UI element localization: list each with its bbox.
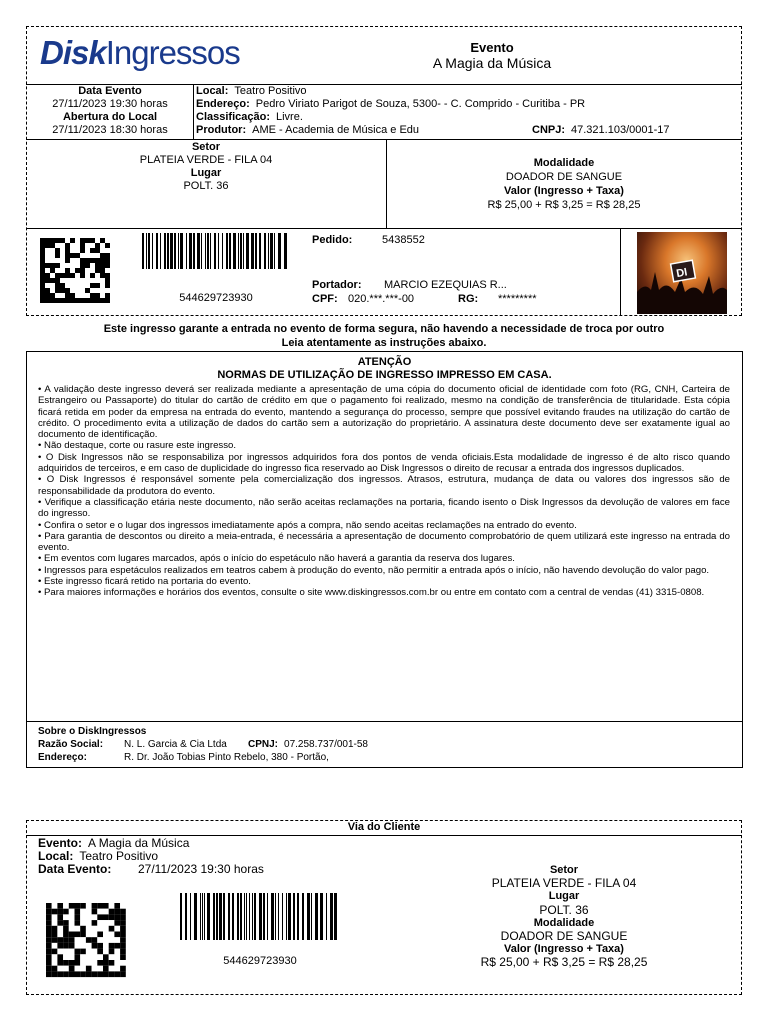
barcode-bar: [202, 893, 203, 940]
norm-item: • Para maiores informações e horários dos eventos, consulte o site www.diskingressos.com.br ou entre em contato com a central de vendas (41) 3315-0808.: [38, 587, 705, 599]
holder-block: [312, 278, 612, 306]
stub-lugar-label: Lugar: [548, 890, 580, 903]
barcode-bar: [259, 893, 262, 940]
barcode-bar: [228, 893, 230, 940]
barcode-bar: [238, 233, 239, 269]
norm-item: • Confira o setor e o lugar dos ingressos imediatamente após a compra, não sendo aceitas reclamações na entrado do evento.: [38, 519, 577, 531]
data-evento-value: 27/11/2023 19:30 horas: [52, 98, 168, 110]
lugar-label: Lugar: [190, 167, 222, 179]
stub-modalidade-value: DOADOR DE SANGUE: [500, 929, 628, 944]
endereco-value: Pedro Viriato Parigot de Souza, 5300- - C. Comprido - Curitiba - PR: [255, 98, 586, 110]
barcode-bar: [271, 893, 274, 940]
barcode-number: 544629723930: [179, 292, 253, 304]
barcode-bar: [201, 233, 202, 269]
stub-setor-value: PLATEIA VERDE - FILA 04: [491, 876, 637, 891]
setor-value: PLATEIA VERDE - FILA 04: [139, 154, 273, 166]
barcode-bar: [156, 233, 158, 269]
portador-value: MARCIO EZEQUIAS R...: [384, 279, 507, 291]
event-label: Evento: [470, 40, 514, 55]
abertura-label: Abertura do Local: [62, 111, 158, 123]
norm-item: • Em eventos com lugares marcados, após o início do espetáculo não haverá a garantia da reserva dos lugares.: [38, 553, 515, 565]
barcode-bar: [207, 233, 209, 269]
endereco-label: Endereço:: [196, 98, 250, 110]
barcode-bar: [302, 893, 304, 940]
classificacao-value: Livre.: [275, 111, 303, 123]
code-module: [105, 298, 110, 303]
stub-datamatrix-code: [46, 903, 126, 977]
divider: [386, 139, 387, 228]
barcode-bar: [170, 233, 173, 269]
norm-item: • Ingressos para espetáculos realizados em teatros cabem à produção do evento, não permitir a entrada após o início, não havendo devolução do valor pago.: [38, 564, 710, 576]
barcode-bar: [218, 233, 219, 269]
razao-label: Razão Social:: [38, 739, 104, 750]
datamatrix-code: [40, 238, 110, 303]
about-title: Sobre o DiskIngressos: [38, 726, 147, 737]
barcode-bar: [164, 233, 166, 269]
barcode-bar: [229, 233, 231, 269]
barcode-bar: [244, 893, 245, 940]
local-value: Teatro Positivo: [234, 85, 307, 97]
barcode-bar: [180, 233, 183, 269]
barcode-bar: [185, 893, 187, 940]
pedido-label: Pedido:: [312, 234, 353, 246]
seat-block: [28, 141, 384, 193]
portador-label: Portador:: [312, 279, 362, 291]
barcode-bar: [186, 233, 187, 269]
norm-item: • Para garantia de descontos ou direito a meia-entrada, é necessária a apresentação de documento comprobatório de quem utilizará este ingresso na entrada do evento.: [38, 530, 730, 554]
barcode-bar: [216, 893, 218, 940]
divider: [26, 139, 742, 140]
local-label: Local:: [196, 85, 229, 97]
classificacao-label: Classificação:: [196, 111, 270, 123]
norm-item: • O Disk Ingressos não se responsabiliza por ingressos adquiridos fora dos pontos de venda oficiais.Esta modalidade de ingresso é de alto risco quando adquiridos de terceiros, e em caso de duplicidade do ingresso fica reservado ao Disk Ingressos o direito de recusar a entrada dos ingressos duplicados.: [38, 451, 730, 475]
event-header: [392, 40, 592, 71]
barcode-bar: [200, 893, 201, 940]
divider: [193, 84, 194, 139]
barcode-bar: [213, 893, 215, 940]
code-module: [120, 971, 126, 977]
norm-item: • A validação deste ingresso deverá ser realizada mediante a apresentação de uma cópia do documento oficial de identidade com foto (RG, CNH, Carteira de Estrangeiro ou Passaporte) do titular do cartão de crédito em que o pagamento foi realizado, mesmo na condição de transferência de titularidade. Esta cópia ficará retida em poder da empresa na entrada do evento, mantendo a segurança do processo, sempre que possível evitando fraudes na utilização do cartão de crédito. O procedimento evita a utilização de dados do cartão sem a autorização do proprietário. A assinatura deste documento deve ser exatamente igual ao documento de identificação.: [38, 384, 730, 441]
stub-modalidade-label: Modalidade: [533, 916, 595, 929]
barcode-bar: [334, 893, 337, 940]
barcode-bar: [189, 233, 192, 269]
barcode-bar: [167, 233, 169, 269]
rg-value: *********: [498, 293, 537, 305]
guarantee-text: [26, 322, 742, 350]
barcode-bar: [293, 893, 295, 940]
barcode-bar: [246, 893, 247, 940]
cpnj-value: 07.258.737/001-58: [284, 739, 368, 750]
barcode-bar: [320, 893, 323, 940]
barcode-bar: [246, 233, 249, 269]
barcode-bar: [274, 233, 275, 269]
valor-label: Valor (Ingresso + Taxa): [504, 185, 624, 197]
barcode-bar: [311, 893, 312, 940]
barcode-bar: [243, 233, 244, 269]
stub-setor-label: Setor: [549, 864, 579, 876]
stub-barcode-number: 544629723930: [223, 955, 297, 967]
barcode-bar: [275, 893, 276, 940]
barcode-bar: [307, 893, 310, 940]
barcode-bar: [178, 233, 179, 269]
barcode-bar: [148, 233, 150, 269]
barcode-bar: [180, 893, 182, 940]
stub-evento-value: A Magia da Música: [88, 836, 190, 850]
produtor-value: AME - Academia de Música e Edu: [252, 124, 420, 136]
dates-block: [28, 85, 192, 137]
barcode-bar: [278, 893, 279, 940]
barcode-bar: [259, 233, 261, 269]
cpf-value: 020.***.***-00: [348, 293, 415, 305]
cnpj-value: 47.321.103/0001-17: [571, 124, 670, 136]
barcode-bar: [267, 893, 268, 940]
barcode-bar: [252, 893, 253, 940]
barcode-bar: [232, 893, 234, 940]
modalidade-label: Modalidade: [533, 157, 595, 169]
barcode-bar: [146, 233, 147, 269]
cpnj-label: CPNJ:: [248, 739, 279, 750]
produtor-label: Produtor:: [196, 124, 247, 136]
stub-title: Via do Cliente: [347, 821, 421, 833]
guarantee-line-2: Leia atentamente as instruções abaixo.: [281, 337, 487, 349]
diskingressos-logo: DiskIngressos: [40, 34, 240, 71]
norm-item: • O Disk Ingressos é responsável somente pela comercialização dos ingressos. Atrasos, estrutura, mudança de data ou valores dos ingressos são de responsabilidade da produtora do evento.: [38, 474, 730, 497]
crowd-silhouette-icon: [637, 232, 727, 314]
norm-item: • Este ingresso ficará retido na portaria do evento.: [38, 576, 251, 588]
barcode-bar: [315, 893, 318, 940]
svg-text:DI: DI: [675, 266, 689, 281]
barcode-bar: [249, 893, 250, 940]
stub-seat-block: [454, 864, 674, 970]
stub-valor-value: R$ 25,00 + R$ 3,25 = R$ 28,25: [480, 955, 648, 970]
barcode-bar: [223, 893, 225, 940]
divider: [26, 228, 742, 229]
venue-block: [196, 85, 740, 137]
cpf-label: CPF:: [312, 293, 338, 305]
barcode-bar: [197, 233, 200, 269]
order-block: [312, 234, 612, 246]
barcode-bar: [251, 233, 254, 269]
value-block: [388, 156, 740, 212]
barcode-bar: [288, 893, 291, 940]
stub-lugar-value: POLT. 36: [539, 902, 589, 917]
stub-data-label: Data Evento:: [38, 862, 112, 876]
norms-subtitle: NORMAS DE UTILIZAÇÃO DE INGRESSO IMPRESSO EM CASA.: [217, 369, 552, 381]
stub-barcode: [180, 893, 340, 940]
stub-valor-label: Valor (Ingresso + Taxa): [504, 943, 624, 956]
barcode-bar: [297, 893, 299, 940]
barcode-bar: [222, 233, 223, 269]
barcode-bar: [240, 893, 242, 940]
barcode-bar: [264, 233, 266, 269]
event-name: A Magia da Música: [432, 55, 552, 71]
barcode-bar: [194, 893, 197, 940]
stub-local-label: Local:: [38, 849, 74, 863]
barcode-bar: [270, 233, 273, 269]
razao-value: N. L. Garcia & Cia Ltda: [124, 739, 227, 750]
barcode-bar: [219, 893, 222, 940]
barcode-bar: [142, 233, 144, 269]
stub-info: [38, 837, 338, 876]
abertura-value: 27/11/2023 18:30 horas: [52, 124, 168, 136]
barcode-bar: [205, 233, 207, 269]
concert-crowd-image: [637, 232, 727, 314]
valor-value: R$ 25,00 + R$ 3,25 = R$ 28,25: [487, 199, 641, 211]
barcode-bar: [284, 233, 287, 269]
rg-label: RG:: [458, 293, 479, 305]
barcode-bar: [160, 233, 161, 269]
barcode-bar: [174, 233, 176, 269]
barcode-bar: [233, 233, 236, 269]
barcode-bar: [237, 893, 239, 940]
barcode-bar: [255, 233, 257, 269]
barcode: [142, 233, 290, 269]
barcode-bar: [207, 893, 210, 940]
barcode-bar: [226, 233, 228, 269]
about-endereco-value: R. Dr. João Tobias Pinto Rebelo, 380 - Portão,: [124, 752, 329, 763]
about-block: [38, 725, 728, 764]
barcode-bar: [152, 233, 153, 269]
about-endereco-label: Endereço:: [38, 752, 87, 763]
cnpj-label: CNPJ:: [532, 124, 566, 136]
data-evento-label: Data Evento: [78, 85, 142, 97]
barcode-bar: [193, 233, 195, 269]
norms-list: [38, 384, 730, 599]
barcode-bar: [278, 233, 281, 269]
norm-item: • Verifique a classificação etária neste documento, não serão aceitas reclamações na portaria, ficando isento o Disk Ingressos da devolução de valores em face do ingresso.: [38, 496, 730, 520]
modalidade-value: DOADOR DE SANGUE: [505, 171, 623, 183]
stub-data-value: 27/11/2023 19:30 horas: [138, 862, 264, 876]
barcode-bar: [330, 893, 333, 940]
barcode-bar: [286, 893, 287, 940]
barcode-bar: [240, 233, 242, 269]
barcode-bar: [268, 233, 269, 269]
divider: [620, 228, 621, 316]
pedido-value: 5438552: [382, 234, 425, 246]
lugar-value: POLT. 36: [183, 180, 229, 192]
guarantee-line-1: Este ingresso garante a entrada no evento de forma segura, não havendo a necessidade de troca por outro: [103, 323, 665, 335]
barcode-bar: [214, 233, 216, 269]
attention-title: ATENÇÃO: [357, 356, 412, 368]
norms-title: [26, 356, 743, 382]
barcode-bar: [210, 233, 211, 269]
setor-label: Setor: [191, 141, 221, 153]
barcode-bar: [282, 893, 283, 940]
norm-item: • Não destaque, corte ou rasure este ingresso.: [38, 440, 237, 452]
stub-evento-label: Evento:: [38, 836, 83, 850]
barcode-bar: [190, 893, 191, 940]
barcode-bar: [263, 893, 265, 940]
barcode-bar: [326, 893, 327, 940]
barcode-bar: [204, 893, 205, 940]
stub-local-value: Teatro Positivo: [79, 849, 159, 863]
barcode-bar: [254, 893, 256, 940]
